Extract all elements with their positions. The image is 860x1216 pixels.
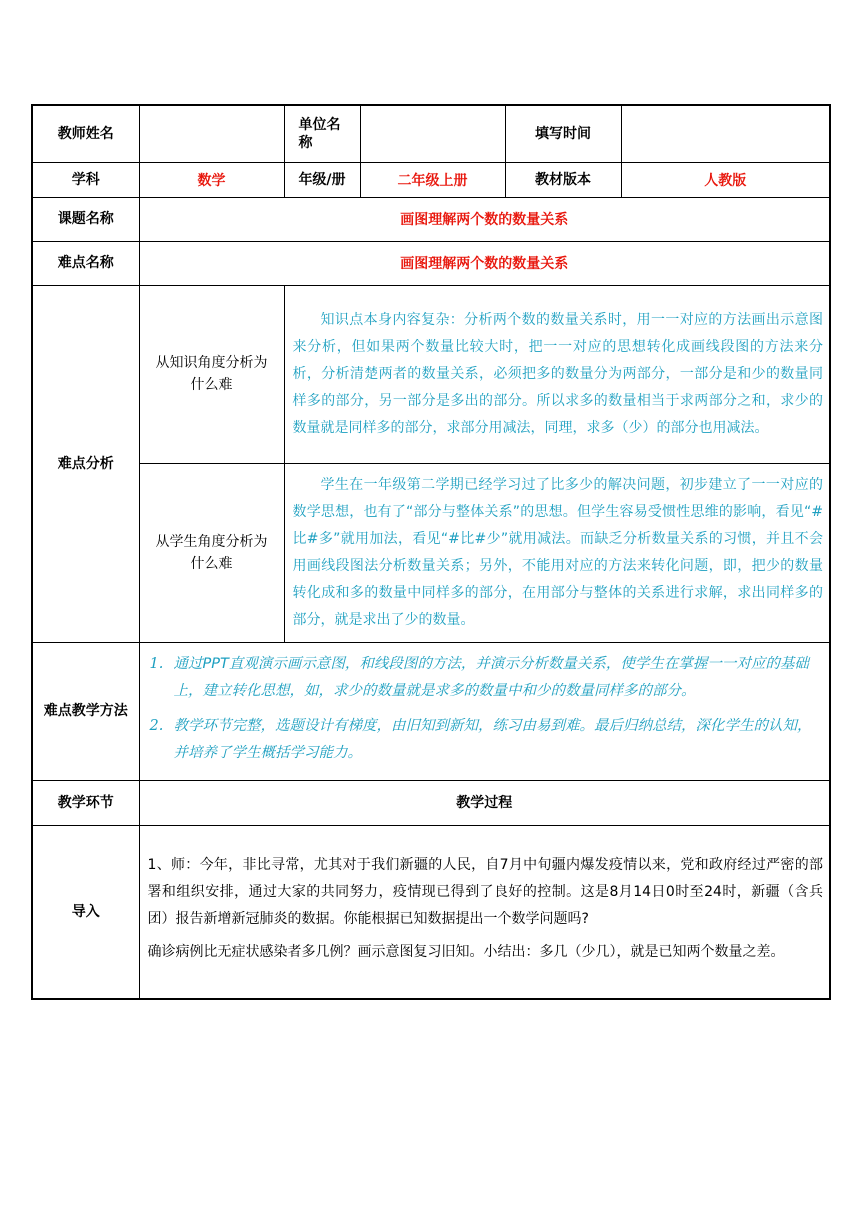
edition-value: 人教版 (621, 162, 830, 197)
intro-paragraph-2: 确诊病例比无症状感染者多几例？画示意图复习旧知。小结出：多几（少几），就是已知两个数量之差。 (147, 943, 785, 960)
lesson-plan-table (31, 104, 831, 1000)
intro-cell (139, 825, 830, 999)
difficulty-label: 难点名称 (32, 241, 139, 285)
difficulty-value: 画图理解两个数的数量关系 (139, 241, 830, 285)
header-row (32, 105, 830, 162)
grade-value: 二年级上册 (360, 162, 505, 197)
analysis-student-row (32, 463, 830, 642)
grade-label: 年级/册 (284, 162, 360, 197)
method-item-number: 1. (149, 656, 164, 672)
subject-label: 学科 (32, 162, 139, 197)
topic-label: 课题名称 (32, 197, 139, 241)
topic-value: 画图理解两个数的数量关系 (139, 197, 830, 241)
method-item-text: 通过PPT直观演示画示意图，和线段图的方法，并演示分析数量关系，使学生在掌握一一对应的基础上，建立转化思想，如，求少的数量就是求多的数量中和少的数量同样多的部分。 (173, 656, 809, 699)
analysis-knowledge-row (32, 285, 830, 463)
fill-date-value[interactable] (621, 105, 830, 162)
method-item-text: 教学环节完整，选题设计有梯度，由旧知到新知，练习由易到难。最后归纳总结，深化学生的认知，并培养了学生概括学习能力。 (173, 718, 812, 761)
method-list (148, 651, 824, 767)
intro-label: 导入 (32, 825, 139, 999)
intro-row (32, 825, 830, 999)
stage-label: 教学环节 (32, 780, 139, 825)
student-angle-cell (284, 463, 830, 642)
fill-date-label: 填写时间 (505, 105, 621, 162)
subject-value: 数学 (139, 162, 284, 197)
student-angle-text: 学生在一年级第二学期已经学习过了比多少的解决问题，初步建立了一一对应的数学思想，也有了“部分与整体关系”的思想。但学生容易受惯性思维的影响，看见“#比#多”就用加法，看见“#比#少”就用减法。而缺乏分析数量关系的习惯，并且不会用画线段图法分析数量关系；另外，不能用对应的方法来转化问题，即，把少的数量转化成和多的数量中同样多的部分，在用部分与整体的关系进行求解，求出同样多的部分，就是求出了少的数量。 (292, 476, 823, 628)
unit-name-label: 单位名称 (284, 105, 360, 162)
method-item-number: 2. (149, 718, 164, 734)
subject-row (32, 162, 830, 197)
method-label: 难点教学方法 (32, 642, 139, 780)
unit-name-value[interactable] (360, 105, 505, 162)
topic-row (32, 197, 830, 241)
method-cell (139, 642, 830, 780)
process-header-row (32, 780, 830, 825)
method-item (148, 713, 824, 767)
knowledge-angle-text: 知识点本身内容复杂：分析两个数的数量关系时，用一一对应的方法画出示意图来分析，但如果两个数量比较大时，把一一对应的思想转化成画线段图的方法来分析，分析清楚两者的数量关系，必须把多的数量分为两部分，一部分是和少的数量同样多的部分，另一部分是多出的部分。所以求多的数量相当于求两部分之和，求少的数量就是同样多的部分，求部分用减法，同理，求多（少）的部分也用减法。 (292, 311, 823, 436)
knowledge-angle-label: 从知识角度分析为什么难 (139, 285, 284, 463)
analysis-label: 难点分析 (32, 285, 139, 642)
intro-paragraph-1: 1、师：今年，非比寻常，尤其对于我们新疆的人民，自7月中旬疆内爆发疫情以来，党和政府经过严密的部署和组织安排，通过大家的共同努力，疫情现已得到了良好的控制。这是8月14日0时至24时，新疆（含兵团）报告新增新冠肺炎的数据。你能根据已知数据提出一个数学问题吗? (147, 856, 823, 927)
method-item (148, 651, 824, 705)
edition-label: 教材版本 (505, 162, 621, 197)
difficulty-row (32, 241, 830, 285)
teacher-name-value[interactable] (139, 105, 284, 162)
process-label: 教学过程 (139, 780, 830, 825)
student-angle-label: 从学生角度分析为什么难 (139, 463, 284, 642)
knowledge-angle-cell (284, 285, 830, 463)
method-row (32, 642, 830, 780)
teacher-name-label: 教师姓名 (32, 105, 139, 162)
